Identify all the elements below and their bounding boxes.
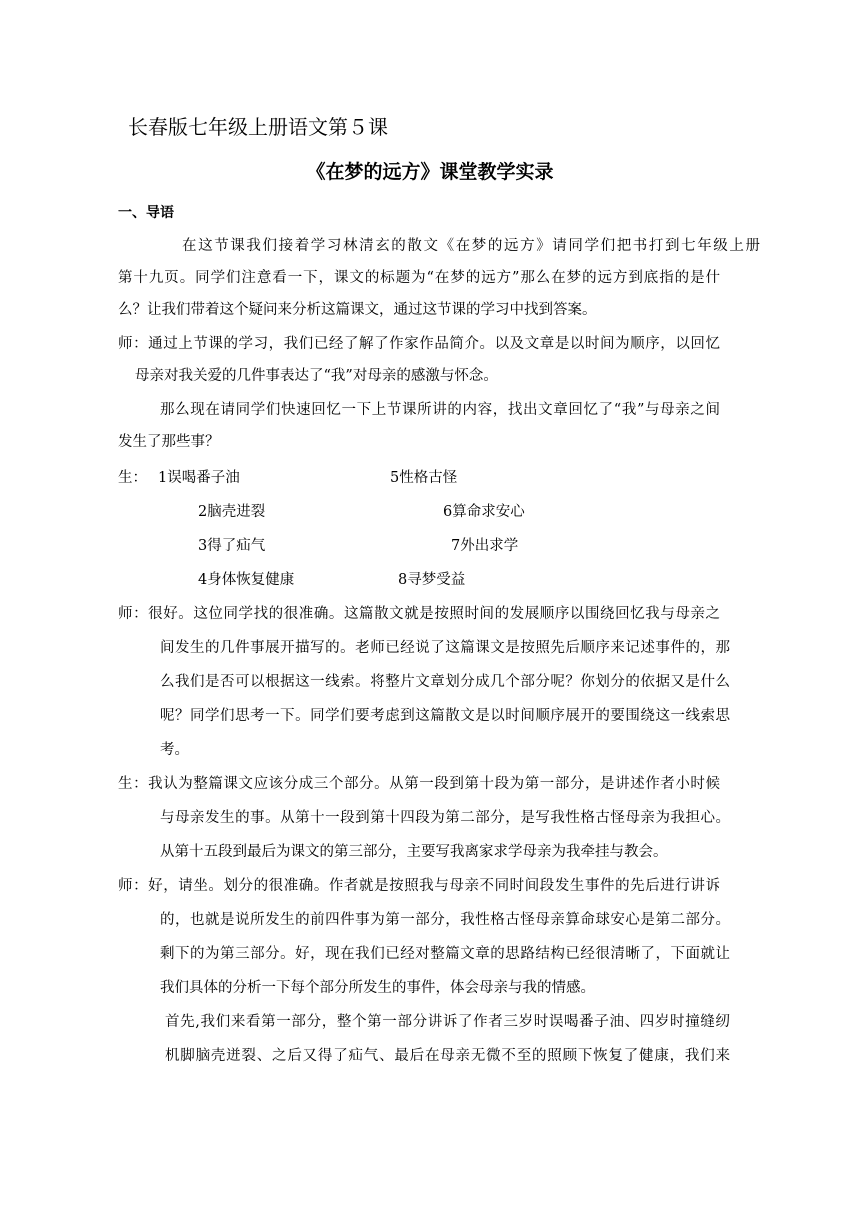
paragraph-line: 发生了那些事？ — [118, 434, 220, 450]
dialogue-line-teacher: 考。 — [160, 742, 189, 758]
dialogue-line-student: 生：我认为整篇课文应该分成三个部分。从第一段到第十段为第一部分，是讲述作者小时候 — [118, 776, 720, 792]
dialogue-line-teacher: 师：通过上节课的学习，我们已经了解了作家作品简介。以及文章是以时间为顺序，以回忆 — [118, 336, 720, 352]
dialogue-line-teacher: 间发生的几件事展开描写的。老师已经说了这篇课文是按照先后顺序来记述事件的，那 — [160, 640, 730, 656]
dialogue-line-student: 与母亲发生的事。从第十一段到第十四段为第二部分，是写我性格古怪母亲为我担心。 — [160, 810, 730, 826]
paragraph-line: 在这节课我们接着学习林清玄的散文《在梦的远方》请同学们把书打到七年级上册 — [182, 238, 760, 254]
dialogue-line-teacher: 师：好，请坐。划分的很准确。作者就是按照我与母亲不同时间段发生事件的先后进行讲诉 — [118, 878, 720, 894]
paragraph-line: 第十九页。同学们注意看一下，课文的标题为“在梦的远方”那么在梦的远方到底指的是什 — [118, 270, 720, 286]
list-item: 4身体恢复健康 — [198, 572, 295, 588]
list-item: 5性格古怪 — [390, 470, 458, 486]
dialogue-line-teacher: 么我们是否可以根据这一线索。将整片文章划分成几个部分呢？你划分的依据又是什么 — [160, 674, 730, 690]
document-title: 《在梦的远方》课堂教学实录 — [306, 161, 554, 183]
list-item: 6算命求安心 — [443, 504, 525, 520]
list-item: 8寻梦受益 — [398, 572, 466, 588]
paragraph-line: 机脚脑壳迸裂、之后又得了疝气、最后在母亲无微不至的照顾下恢复了健康，我们来 — [165, 1048, 730, 1064]
dialogue-line-teacher: 的，也就是说所发生的前四件事为第一部分，我性格古怪母亲算命球安心是第二部分。 — [160, 912, 730, 928]
dialogue-line-teacher: 剩下的为第三部分。好，现在我们已经对整篇文章的思路结构已经很清晰了，下面就让 — [160, 946, 730, 962]
list-item: 2脑壳进裂 — [198, 504, 266, 520]
dialogue-line-student: 从第十五段到最后为课文的第三部分，主要写我离家求学母亲为我牵挂与教会。 — [160, 844, 668, 860]
dialogue-line-teacher: 师：很好。这位同学找的很准确。这篇散文就是按照时间的发展顺序以围绕回忆我与母亲之 — [118, 606, 720, 622]
list-item: 1误喝番子油 — [158, 470, 240, 486]
paragraph-line: 那么现在请同学们快速回忆一下上节课所讲的内容，找出文章回忆了“我”与母亲之间 — [160, 402, 720, 418]
document-header-title: 长春版七年级上册语文第５课 — [128, 115, 388, 139]
dialogue-line-teacher: 母亲对我关爱的几件事表达了“我”对母亲的感激与怀念。 — [135, 368, 498, 384]
paragraph-line: 么？让我们带着这个疑问来分析这篇课文，通过这节课的学习中找到答案。 — [118, 302, 597, 318]
section-heading-intro: 一、导语 — [118, 205, 174, 221]
paragraph-line: 首先,我们来看第一部分，整个第一部分讲诉了作者三岁时误喝番子油、四岁时撞缝纫 — [165, 1014, 730, 1030]
dialogue-speaker-student: 生： — [118, 470, 147, 486]
dialogue-line-teacher: 我们具体的分析一下每个部分所发生的事件，体会母亲与我的情感。 — [160, 980, 595, 996]
list-item: 7外出求学 — [451, 538, 519, 554]
list-item: 3得了疝气 — [198, 538, 266, 554]
dialogue-line-teacher: 呢？同学们思考一下。同学们要考虑到这篇散文是以时间顺序展开的要围绕这一线索思 — [160, 708, 730, 724]
